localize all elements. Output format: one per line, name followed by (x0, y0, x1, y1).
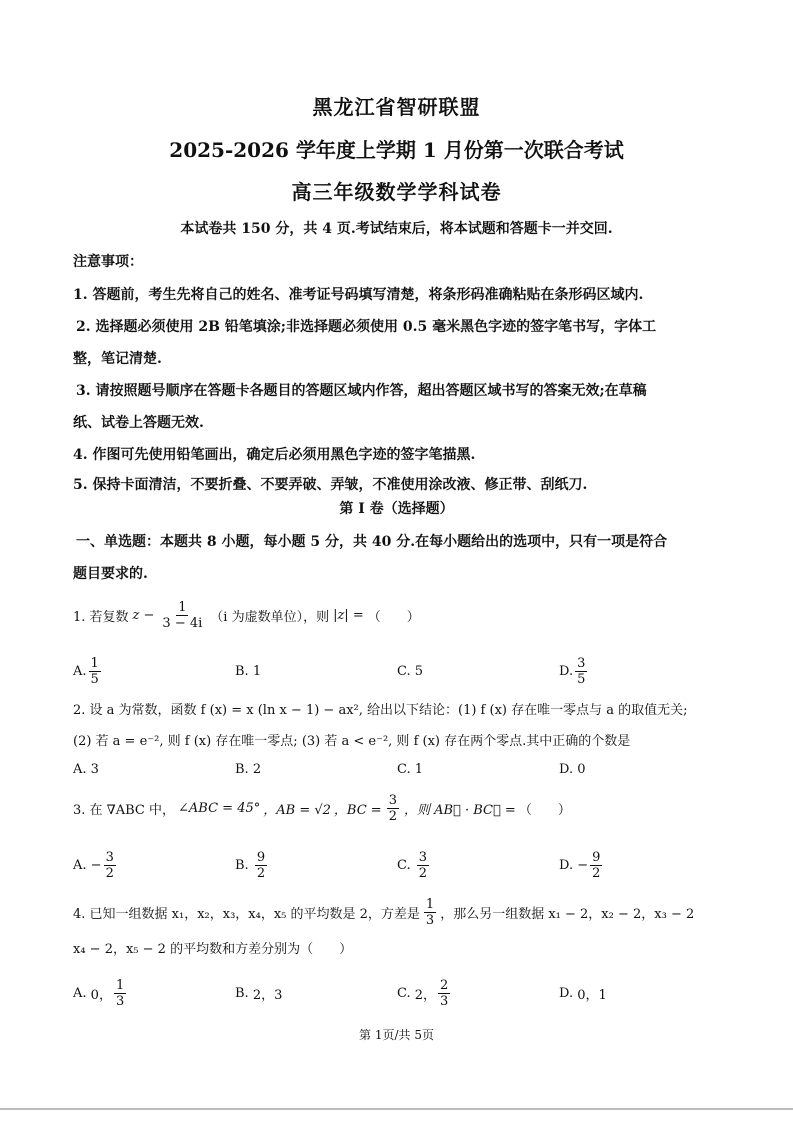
q1-frac-den: 3 − 4i (162, 616, 203, 631)
notes-heading: 注意事项： (73, 254, 143, 270)
q4-option-d (559, 978, 709, 1009)
q3-option-c-label: C. (397, 858, 411, 873)
exam-intro: 本试卷共 150 分，共 4 页.考试结束后，将本试题和答题卡一并交回. (180, 221, 613, 237)
q1-option-c-label: C. (397, 664, 411, 679)
q4-line1-post: ，那么另一组数据 x₁ − 2，x₂ − 2，x₃ − 2 (440, 907, 695, 922)
subject-title: 高三年级数学学科试卷 (291, 180, 502, 204)
note-2-line-1: 2. 选择题必须使用 2B 铅笔填涂;非选择题必须使用 0.5 毫米黑色字迹的签字笔书写，字体工 (76, 319, 657, 335)
question-1-stem (73, 600, 420, 631)
q3-blank: （ ） (518, 803, 571, 818)
q2-option-d (559, 762, 709, 777)
q3-option-b-den: 2 (256, 866, 266, 881)
q3-bc-prefix: ，BC = (333, 803, 382, 818)
q4-var-den: 3 (425, 913, 435, 928)
q4-option-d-label: D. (559, 986, 574, 1001)
q3-option-c-den: 2 (418, 866, 428, 881)
q3-option-a-den: 2 (105, 866, 114, 881)
q2-option-c-text: 1 (414, 762, 424, 777)
q3-option-d (559, 850, 709, 881)
q2-option-c-label: C. (397, 762, 411, 777)
q4-option-a-label: A. (73, 986, 87, 1001)
q3-option-d-num: 9 (592, 850, 601, 865)
q3-bc-num: 3 (388, 793, 397, 808)
q1-option-b (235, 656, 397, 687)
question-2-line-2: (2) 若 a = e⁻², 则 f (x) 存在唯一零点; (3) 若 a < e⁻², 则 f (x) 存在两个零点.其中正确的个数是 (73, 734, 631, 749)
q3-option-c-num: 3 (418, 850, 428, 865)
note-4: 4. 作图可先使用铅笔画出，确定后必须用黑色字迹的签字笔描黑. (73, 447, 476, 463)
q3-option-d-den: 2 (592, 866, 601, 881)
q1-option-a-label: A. (73, 664, 87, 679)
q4-option-c-pre: 2， (414, 988, 437, 1003)
q1-option-b-label: B. (235, 664, 249, 679)
q4-var-num: 1 (425, 897, 435, 912)
note-3-line-1: 3. 请按照题号顺序在答题卡各题目的答题区域内作答，超出答题区域书写的答案无效;在草稿 (76, 383, 647, 399)
q3-option-d-sign: − (577, 858, 589, 873)
q2-option-b (235, 762, 397, 777)
q2-option-a-label: A. (73, 762, 87, 777)
q3-ab: ，AB = √2 (263, 803, 331, 818)
q1-prefix: 1. 若复数 (73, 610, 129, 625)
q3-option-a-sign: − (90, 858, 102, 873)
q3-option-a (73, 850, 235, 881)
question-3-stem (73, 793, 571, 824)
q1-option-b-text: 1 (252, 664, 262, 679)
exam-title: 2025-2026 学年度上学期 1 月份第一次联合考试 (169, 138, 624, 162)
q1-mid: （i 为虚数单位），则 (210, 610, 330, 625)
q3-option-a-num: 3 (105, 850, 114, 865)
question-4-line-2: x₄ − 2，x₅ − 2 的平均数和方差分别为（ ） (73, 942, 353, 957)
q2-option-d-text: 0 (577, 762, 586, 777)
q3-prefix: 3. 在 ∇ABC 中， (73, 803, 176, 818)
q2-option-a-text: 3 (90, 762, 99, 777)
q1-option-d-num: 3 (577, 656, 586, 671)
section-desc-line-2: 题目要求的. (73, 566, 148, 582)
note-2-line-2: 整，笔记清楚. (73, 351, 162, 367)
q4-option-a-pre: 0， (90, 988, 112, 1003)
q3-option-b (235, 850, 397, 881)
question-3-options (73, 850, 713, 881)
q2-option-c (397, 762, 559, 777)
q4-option-b-label: B. (235, 986, 249, 1001)
q4-option-c-num: 2 (440, 978, 449, 993)
q2-option-d-label: D. (559, 762, 574, 777)
question-4-line-1 (73, 897, 694, 928)
q1-blank: （ ） (367, 610, 420, 625)
q1-option-c-text: 5 (414, 664, 424, 679)
note-5: 5. 保持卡面清洁，不要折叠、不要弄破、弄皱，不准使用涂改液、修正带、刮纸刀. (73, 477, 588, 493)
q4-option-a-den: 3 (115, 994, 125, 1009)
q3-option-a-label: A. (73, 858, 87, 873)
q4-option-b (235, 978, 397, 1009)
q3-option-b-num: 9 (256, 850, 266, 865)
q1-option-c (397, 656, 559, 687)
q1-option-d (559, 656, 709, 687)
section-title: 第 I 卷（选择题） (339, 501, 454, 517)
note-3-line-2: 纸、试卷上答题无效. (73, 415, 204, 431)
q2-option-b-text: 2 (252, 762, 262, 777)
q4-option-a-num: 1 (115, 978, 125, 993)
q4-line1-pre: 4. 已知一组数据 x₁，x₂，x₃，x₄，x₅ 的平均数是 2，方差是 (73, 907, 420, 922)
q3-bc-den: 2 (388, 809, 397, 824)
q3-option-d-label: D. (559, 858, 574, 873)
q1-option-a-den: 5 (90, 672, 99, 687)
section-desc-line-1: 一、单选题：本题共 8 小题，每小题 5 分，共 40 分.在每小题给出的选项中，只有一项是符合 (76, 534, 668, 550)
q2-option-a (73, 762, 235, 777)
q3-dot-product: ，则 AB⃗ · BC⃗ = (403, 803, 516, 818)
q1-option-d-label: D. (559, 664, 574, 679)
q4-option-d-text: 0，1 (577, 988, 607, 1003)
question-4-options (73, 978, 713, 1009)
question-1-options (73, 656, 713, 687)
q3-option-c (397, 850, 559, 881)
q2-option-b-label: B. (235, 762, 249, 777)
q1-option-a-num: 1 (90, 656, 99, 671)
q4-option-b-text: 2，3 (252, 988, 283, 1003)
page-number: 第 1页/共 5页 (359, 1028, 434, 1042)
question-2-options (73, 762, 713, 777)
q4-option-c-den: 3 (440, 994, 449, 1009)
q1-z-expr: z − (132, 608, 155, 623)
q1-fraction (160, 600, 204, 631)
exam-org-title: 黑龙江省智研联盟 (312, 95, 481, 119)
q1-option-d-den: 5 (577, 672, 586, 687)
q4-option-c (397, 978, 559, 1009)
q3-angle: ∠ABC = 45° (178, 801, 261, 816)
q4-variance-fraction (424, 897, 436, 928)
q4-option-a (73, 978, 235, 1009)
q1-abs-z: |z| = (333, 608, 364, 623)
question-2-line-1: 2. 设 a 为常数，函数 f (x) = x (ln x − 1) − ax², 给出以下结论：(1) f (x) 存在唯一零点与 a 的取值无关; (73, 703, 688, 718)
q3-option-b-label: B. (235, 858, 249, 873)
q1-frac-num: 1 (178, 600, 187, 615)
q3-bc-fraction (387, 793, 399, 824)
q4-option-c-label: C. (397, 986, 411, 1001)
note-1: 1. 答题前，考生先将自己的姓名、准考证号码填写清楚，将条形码准确粘贴在条形码区域内. (73, 287, 644, 303)
q1-option-a (73, 656, 235, 687)
page-bottom-divider (0, 1108, 793, 1110)
